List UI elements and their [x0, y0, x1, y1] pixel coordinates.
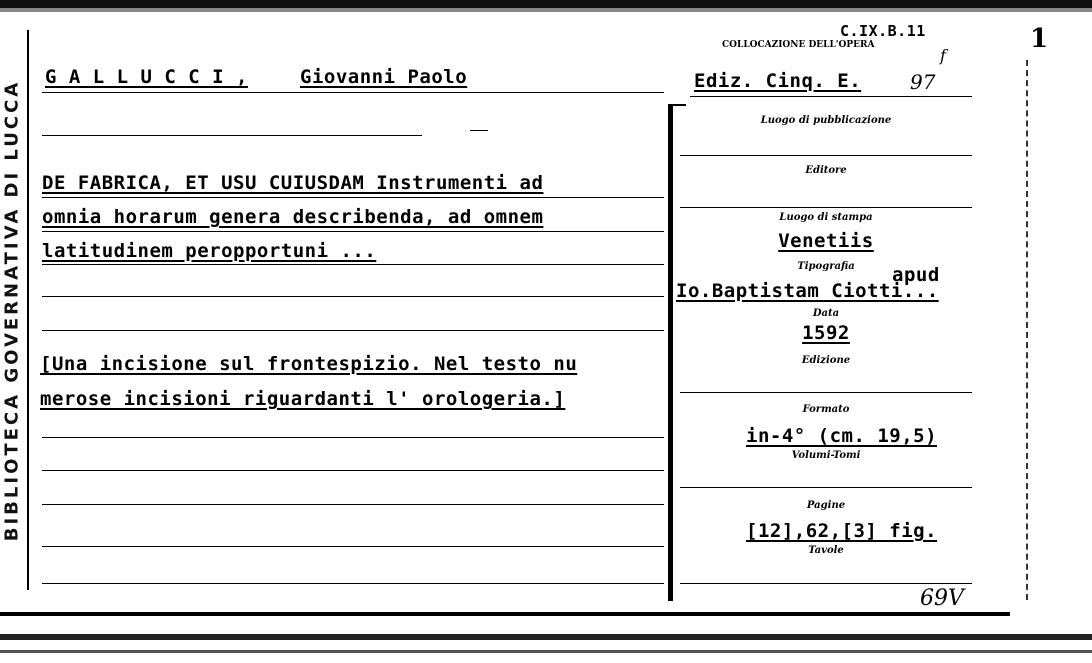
field-label-luogo-pubblicazione: Luogo di pubblicazione — [760, 115, 892, 126]
blank-rule — [42, 470, 664, 471]
bottom-edge — [0, 634, 1092, 640]
edition-rule — [690, 96, 972, 97]
bottom-edge — [0, 612, 1010, 616]
author-surname: G A L L U C C I , — [45, 66, 248, 88]
title-rule — [42, 231, 664, 232]
field-label-volumi: Volumi-Tomi — [791, 450, 861, 461]
title-rule — [42, 197, 664, 198]
field-label-edizione: Edizione — [801, 355, 851, 366]
author-rule — [42, 92, 664, 93]
blank-rule — [42, 504, 664, 505]
corner-mark: 1 — [1030, 24, 1049, 54]
edition-ref-superscript: f — [940, 46, 946, 65]
edition-ref-label: Ediz. Cinq. E. — [694, 70, 862, 92]
collocation-label: COLLOCAZIONE DELL'OPERA — [722, 40, 875, 50]
title-line-1 — [42, 172, 543, 194]
title-line-2: omnia horarum genera describenda, ad omnem — [42, 206, 544, 228]
field-value-formato: in-4° (cm. 19,5) — [746, 425, 938, 447]
field-value-tipografia-2: Io.Baptistam Ciotti... — [676, 280, 939, 302]
blank-rule — [42, 296, 664, 297]
field-label-luogo-stampa: Luogo di stampa — [779, 212, 873, 223]
field-rule — [680, 583, 972, 584]
field-rule — [680, 207, 972, 208]
field-value-tipografia-1: apud — [892, 264, 940, 286]
blank-rule — [42, 546, 664, 547]
field-rule — [680, 487, 972, 488]
note-line-1-text: [Una incisione sul frontespizio. Nel testo nu — [40, 353, 578, 375]
blank-rule — [42, 330, 664, 331]
title-rule — [42, 264, 664, 265]
right-dashed-edge — [1026, 60, 1028, 600]
note-line-2: merose incisioni riguardanti l' orologeria.] — [40, 388, 566, 410]
field-label-editore: Editore — [805, 165, 847, 176]
note-line-1 — [40, 353, 577, 375]
field-rule — [680, 392, 972, 393]
edition-ref-number: 97 — [910, 70, 936, 94]
field-label-tipografia: Tipografia — [797, 261, 855, 272]
blank-rule — [42, 583, 664, 584]
side-stamp-text: BIBLIOTECA GOVERNATIVA DI LUCCA — [1, 79, 23, 542]
top-edge — [0, 0, 1092, 8]
left-border — [27, 30, 29, 590]
bottom-number: 69V — [920, 586, 964, 611]
blank-rule — [42, 437, 664, 438]
right-box-left-border — [668, 104, 673, 601]
title-line-1-text: DE FABRICA, ET USU CUIUSDAM Instrumenti ad — [42, 172, 544, 194]
field-value-luogo-stampa: Venetiis — [778, 230, 874, 252]
field-value-pagine: [12],62,[3] fig. — [746, 520, 938, 542]
field-label-data: Data — [812, 308, 840, 319]
blank-rule — [470, 130, 488, 131]
shelfmark: C.IX.B.11 — [840, 22, 926, 40]
author-given-name: Giovanni Paolo — [300, 66, 468, 88]
blank-rule — [42, 135, 422, 136]
field-value-data: 1592 — [802, 322, 850, 344]
field-label-tavole: Tavole — [808, 545, 844, 556]
title-line-3: latitudinem peropportuni ... — [42, 240, 377, 262]
right-box-top-border — [668, 104, 686, 106]
top-edge-fade — [0, 8, 1092, 12]
bottom-edge — [0, 650, 1092, 653]
field-label-pagine: Pagine — [806, 500, 846, 511]
field-label-formato: Formato — [802, 404, 850, 415]
field-rule — [680, 155, 972, 156]
